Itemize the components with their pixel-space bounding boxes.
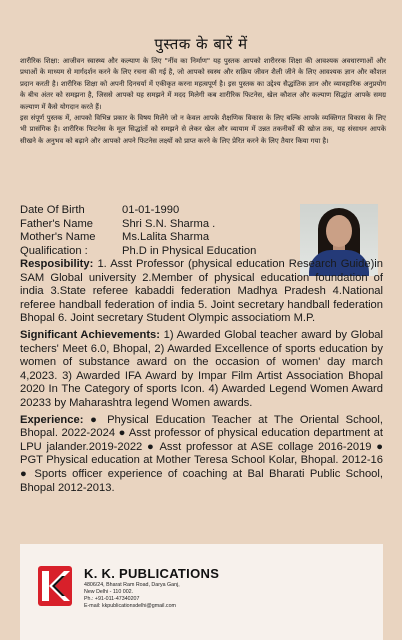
hindi-paragraph-2: इस संपूर्ण पुस्तक में, आपको विभिन्न प्रकार के विषय मिलेंगे जो न केवल आपके शैक्षणिक विकास के लिए बल्कि आपके व्यक्तिगत विकास के लिए भी प्रासंगिक है। शारीरिक फिटनेस के मूल सिद्धांतों को समझने से लेकर खेल और व्यायाम में उन्नत तकनीकों की खोज तक, यह संसाधन आपके सीखने के अनुभव को बढ़ाने और आपको अपने फिटनेस लक्ष्यों को प्राप्त करने के लिए प्रेरित करने के लिए तैयार किया गया है। [20, 114, 386, 145]
mother-value: Ms.Lalita Sharma [122, 231, 210, 244]
publisher-logo-icon [38, 566, 72, 606]
father-label: Father's Name [20, 217, 94, 230]
publisher-contact [84, 582, 180, 610]
hindi-paragraph-1: शारीरिक शिक्षा: आजीवन स्वास्थ्य और कल्याण के लिए "नींव का निर्माण" यह पुस्तक आपको शारीररक शिक्षा की आवश्यक अवधारणाओं और प्रथाओं के माध्यम से मार्गदर्शन करने के लिए रचना की गई है, जो आपको स्वस्थ और सक्रिय जीवन शैली जीने के लिए आवश्यक ज्ञान और कौशल प्रदान करती है। शारीरिक शिक्षा को अपनी दिनचर्या में एकीकृत करना महत्वपूर्ण है। इस पुस्तक का उद्देश्य सैद्धांतिक ज्ञान और व्यावहारिक अनुप्रयोग के बीच अंतर को समझना है, जिससे आपको यह समझने में मदद मिलेगी कब शारीरिक फिटनेस, खेल कौशल और कल्याण सिद्धांत आपके समग्र कल्याण में कैसे योगदान करते हैं। [20, 57, 386, 111]
mother-label: Mother's Name [20, 231, 96, 244]
achievements-label: Significant Achievements: [20, 328, 160, 341]
publisher-phone: Ph.: +91-011-47340207 [84, 596, 140, 602]
hindi-description [20, 56, 386, 147]
profile-info [20, 204, 295, 258]
publisher-box [20, 544, 383, 640]
publisher-name: K. K. PUBLICATIONS [84, 566, 220, 581]
father-row [20, 218, 295, 232]
father-value: Shri S.N. Sharma . [122, 217, 216, 230]
responsibility-label: Resposibility: [20, 258, 94, 270]
achievements-text: 1) Awarded Global teacher award by Global techers' Meet 6.0, Bhopal, 2) Awarded Excellence of sports education by women of substance award on the occasion of women' day march 4,2023. 3) Awarded IFA Award by Impar Film Artist Association Bhopal 2020 In The Category of sports Icon. 4) Awarded Legend Women Award 20233 by Maharashtra legend Women awards. [20, 328, 384, 409]
publisher-address-line-2: New Delhi - 110 002. [84, 589, 134, 595]
experience-text: ● Physical Education Teacher at The Oriental School, Bhopal. 2022-2024 ● Asst professor of physical education department at LPU jalander.2019-2022 ● Asst professor at ASE collage 2016-2019 ● PGT Physical education at Mother Teresa School Kolar, Bhopal. 2012-16 ● Sports officer experience of coaching at Bal Bharati Public School, Bhopal 2012-2013. [20, 413, 383, 494]
qualification-label: Qualification : [20, 244, 88, 257]
mother-row [20, 231, 295, 245]
responsibility-paragraph [20, 258, 383, 326]
publisher-address-line-1: 4806/24, Bharat Ram Road, Darya Ganj, [84, 582, 180, 588]
author-bio [20, 258, 383, 498]
experience-label: Experience: [20, 413, 84, 426]
section-title: पुस्तक के बारें में [154, 35, 248, 53]
dob-value: 01-01-1990 [122, 204, 180, 216]
achievements-paragraph [20, 329, 383, 411]
qualification-value: Ph.D in Physical Education [122, 244, 257, 257]
publisher-email: E-mail: kkpublicationsdelhi@gmail.com [84, 603, 176, 609]
dob-label: Date Of Birth [20, 204, 85, 216]
photo-face [326, 215, 352, 247]
experience-paragraph [20, 414, 383, 496]
qualification-row [20, 245, 295, 259]
responsibility-text: 1. Asst Professor (physical education Research Guide)in SAM Global university 2.Member of physical education foundation of india 3.State referee kabaddi federation Madhya Pradesh 4.National referee handball federation of india 5. Joint secretary handball federation Bhopal 6. Joint secretary Student Olympic associatiom M.P. [20, 258, 384, 325]
dob-row [20, 204, 295, 218]
